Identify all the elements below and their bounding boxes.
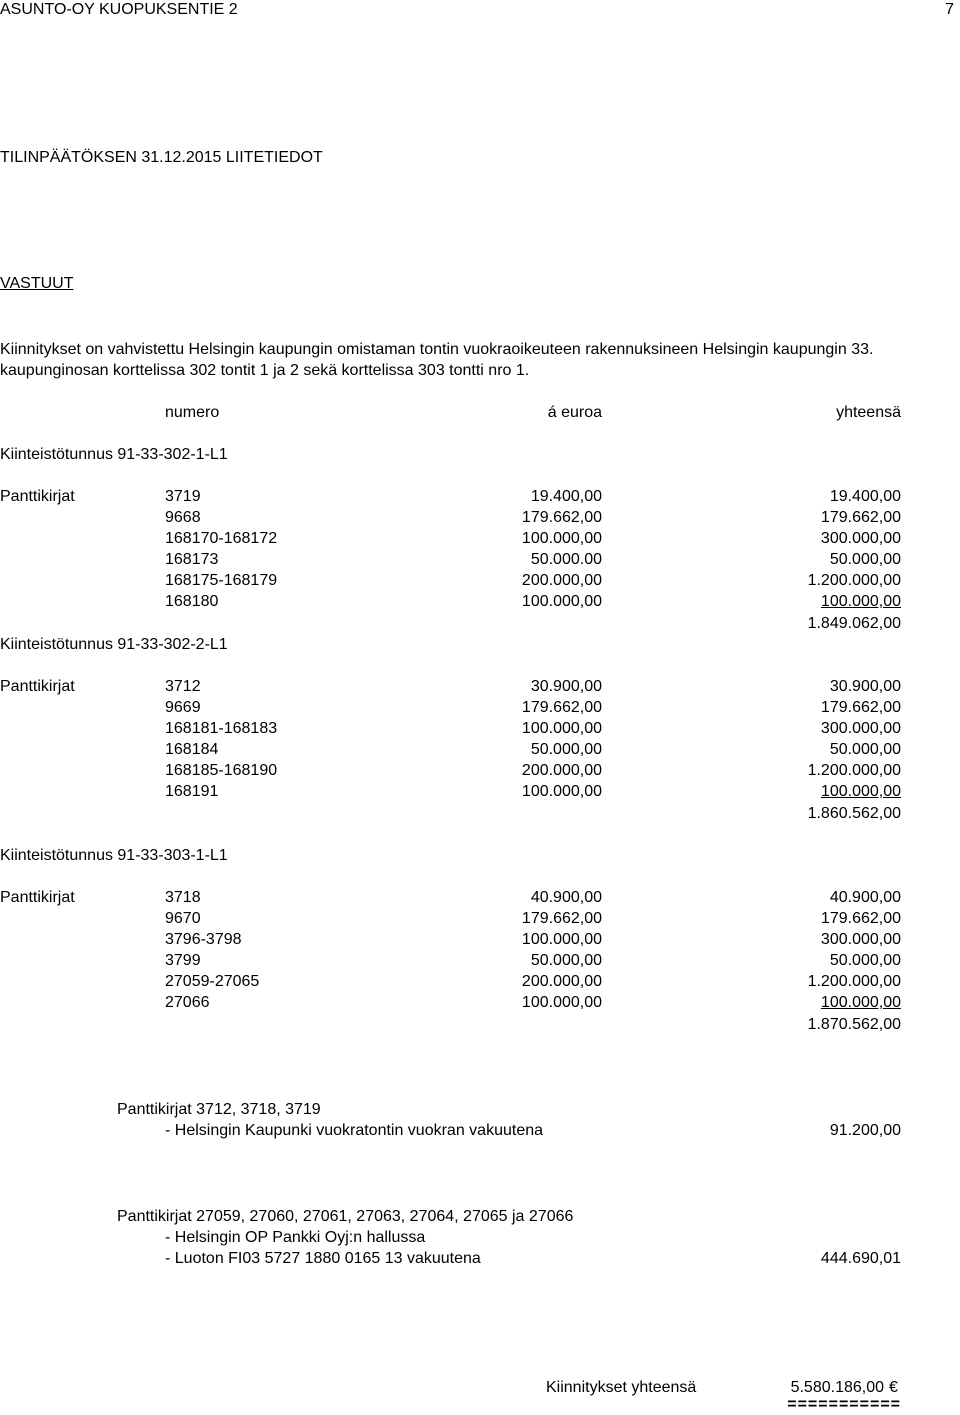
document-title: TILINPÄÄTÖKSEN 31.12.2015 LIITETIEDOT bbox=[0, 149, 323, 166]
grand-total-label: Kiinnitykset yhteensä bbox=[546, 1379, 697, 1396]
grand-total-amount: 5.580.186,00 bbox=[790, 1379, 884, 1396]
row-numero: 168191 bbox=[165, 783, 219, 800]
section-title: VASTUUT bbox=[0, 275, 74, 292]
row-a-euroa: 100.000,00 bbox=[521, 530, 602, 547]
note2-amount: 444.690,01 bbox=[820, 1250, 901, 1267]
panttikirjat-label: Panttikirjat bbox=[0, 678, 75, 695]
row-numero: 168180 bbox=[165, 593, 219, 610]
underlined-value: 100.000,00 bbox=[820, 783, 901, 800]
property-title: Kiinteistötunnus 91-33-303-1-L1 bbox=[0, 847, 228, 864]
note2-title: Panttikirjat 27059, 27060, 27061, 27063, 27064, 27065 ja 27066 bbox=[117, 1208, 574, 1225]
row-numero: 3796-3798 bbox=[165, 931, 242, 948]
property-title: Kiinteistötunnus 91-33-302-1-L1 bbox=[0, 446, 228, 463]
row-yhteensa: 19.400,00 bbox=[829, 488, 901, 505]
note2-line-2: - Luoton FI03 5727 1880 0165 13 vakuutena bbox=[165, 1250, 481, 1267]
company-name: ASUNTO-OY KUOPUKSENTIE 2 bbox=[0, 1, 238, 18]
column-header-numero: numero bbox=[165, 404, 220, 421]
row-numero: 3712 bbox=[165, 678, 201, 695]
row-numero: 168184 bbox=[165, 741, 219, 758]
row-numero: 168181-168183 bbox=[165, 720, 278, 737]
row-numero: 168185-168190 bbox=[165, 762, 278, 779]
row-a-euroa: 179.662,00 bbox=[521, 910, 602, 927]
row-numero: 9668 bbox=[165, 509, 201, 526]
property-total: 1.870.562,00 bbox=[807, 1016, 901, 1033]
row-a-euroa: 100.000,00 bbox=[521, 593, 602, 610]
panttikirjat-label: Panttikirjat bbox=[0, 889, 75, 906]
row-a-euroa: 50.000,00 bbox=[530, 952, 602, 969]
intro-line-1: Kiinnitykset on vahvistettu Helsingin kaupungin omistaman tontin vuokraoikeuteen rakennuksineen Helsingin kaupungin 33. bbox=[0, 341, 874, 358]
row-yhteensa: 1.200.000,00 bbox=[807, 762, 901, 779]
row-yhteensa: 1.200.000,00 bbox=[807, 572, 901, 589]
row-a-euroa: 100.000,00 bbox=[521, 783, 602, 800]
page-number: 7 bbox=[945, 1, 954, 18]
row-yhteensa: 300.000,00 bbox=[820, 530, 901, 547]
panttikirjat-label: Panttikirjat bbox=[0, 488, 75, 505]
row-numero: 168175-168179 bbox=[165, 572, 278, 589]
row-numero: 9669 bbox=[165, 699, 201, 716]
row-numero: 3719 bbox=[165, 488, 201, 505]
row-yhteensa-underlined bbox=[720, 993, 901, 1013]
row-a-euroa: 50.000.00 bbox=[530, 551, 602, 568]
row-yhteensa-underlined bbox=[720, 592, 901, 612]
row-a-euroa: 100.000,00 bbox=[521, 994, 602, 1011]
row-a-euroa: 200.000,00 bbox=[521, 572, 602, 589]
underlined-value: 100.000,00 bbox=[820, 593, 901, 610]
row-yhteensa: 300.000,00 bbox=[820, 931, 901, 948]
note1-line: - Helsingin Kaupunki vuokratontin vuokran vakuutena bbox=[165, 1122, 544, 1139]
row-a-euroa: 100.000,00 bbox=[521, 931, 602, 948]
row-a-euroa: 40.900,00 bbox=[530, 889, 602, 906]
row-a-euroa: 200.000,00 bbox=[521, 762, 602, 779]
row-yhteensa: 30.900,00 bbox=[829, 678, 901, 695]
row-yhteensa: 50.000,00 bbox=[829, 741, 901, 758]
note1-title: Panttikirjat 3712, 3718, 3719 bbox=[117, 1101, 321, 1118]
property-total: 1.860.562,00 bbox=[807, 805, 901, 822]
row-a-euroa: 100.000,00 bbox=[521, 720, 602, 737]
row-yhteensa-underlined bbox=[720, 782, 901, 802]
property-total: 1.849.062,00 bbox=[807, 615, 901, 632]
row-a-euroa: 30.900,00 bbox=[530, 678, 602, 695]
column-header-a-euroa: á euroa bbox=[547, 404, 602, 421]
row-yhteensa: 179.662,00 bbox=[820, 699, 901, 716]
column-header-yhteensa: yhteensä bbox=[836, 404, 901, 421]
row-a-euroa: 179.662,00 bbox=[521, 699, 602, 716]
row-yhteensa: 179.662,00 bbox=[820, 509, 901, 526]
row-numero: 168173 bbox=[165, 551, 219, 568]
euro-sign: € bbox=[889, 1379, 898, 1396]
double-underline: =========== bbox=[787, 1396, 901, 1413]
row-numero: 27066 bbox=[165, 994, 210, 1011]
row-numero: 27059-27065 bbox=[165, 973, 260, 990]
note1-amount: 91.200,00 bbox=[829, 1122, 901, 1139]
row-yhteensa: 300.000,00 bbox=[820, 720, 901, 737]
row-yhteensa: 1.200.000,00 bbox=[807, 973, 901, 990]
row-yhteensa: 40.900,00 bbox=[829, 889, 901, 906]
row-numero: 9670 bbox=[165, 910, 201, 927]
row-a-euroa: 19.400,00 bbox=[530, 488, 602, 505]
property-title: Kiinteistötunnus 91-33-302-2-L1 bbox=[0, 636, 228, 653]
underlined-value: 100.000,00 bbox=[820, 994, 901, 1011]
row-yhteensa: 179.662,00 bbox=[820, 910, 901, 927]
row-a-euroa: 200.000,00 bbox=[521, 973, 602, 990]
intro-line-2: kaupunginosan korttelissa 302 tontit 1 ja 2 sekä korttelissa 303 tontti nro 1. bbox=[0, 362, 530, 379]
row-yhteensa: 50.000,00 bbox=[829, 551, 901, 568]
row-numero: 168170-168172 bbox=[165, 530, 278, 547]
row-numero: 3799 bbox=[165, 952, 201, 969]
row-yhteensa: 50.000,00 bbox=[829, 952, 901, 969]
row-a-euroa: 179.662,00 bbox=[521, 509, 602, 526]
row-numero: 3718 bbox=[165, 889, 201, 906]
note2-line-1: - Helsingin OP Pankki Oyj:n hallussa bbox=[165, 1229, 426, 1246]
row-a-euroa: 50.000,00 bbox=[530, 741, 602, 758]
